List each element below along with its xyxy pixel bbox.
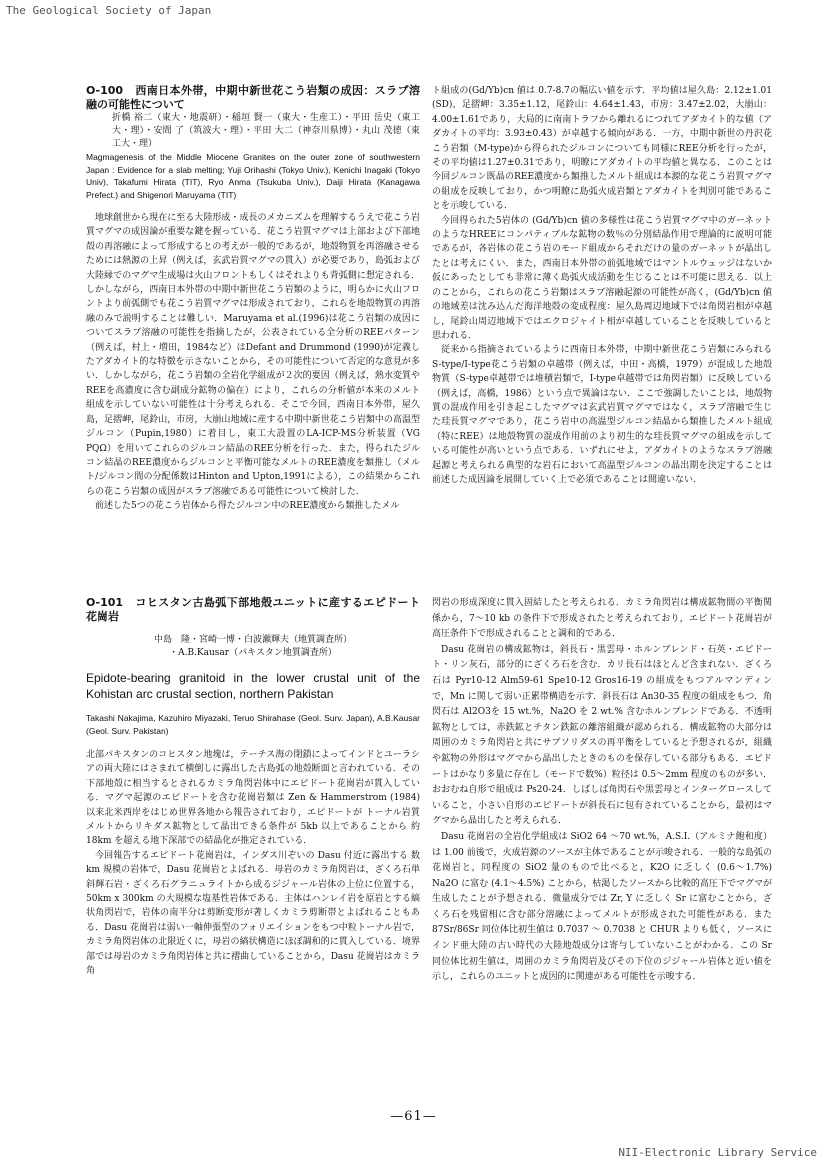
library-service-footer: NII-Electronic Library Service xyxy=(618,1146,817,1159)
abstract-100-authors-jp: 折橋 裕二（東大・地震研）・稲垣 賢一（東大・生産工）・平田 岳史（東工大・理）・安間 了（筑波大・理）・平田 大二（神奈川県博）・丸山 茂徳（東工大・理） xyxy=(112,113,420,149)
abstract-101-right-paragraph: Dasu 花崗岩の構成鉱物は，斜長石・黒雲母・ホルンブレンド・石英・エピドート・リン灰石，部分的にざくろ石を含む．カリ長石はほとんど含まれない．ざくろ石は Pyr10-12 Alm59-61 Spe10-12 Gros16-19 の組成をもつアルマンディンで，Mn に関して弱い正累帯構造を示す．斜長石は An30-35 程度の組成をもつ．角閃石は Al2O3を 15 wt.%，Na2O を 2 wt.% 含むホルンブレンドである．不透明鉱物としては，赤鉄鉱とチタン鉄鉱の離溶組織が認められる．構成鉱物の大部分は周囲のカミラ角閃岩と共にサブソリダスの再平衡をしていると予想されるが，組織や鉱物の外形はマグマから晶出したときのものを保存している部分もある．エピドートはかなり多量に存在し（モードで数%）粒径は 0.5〜2mm 程度のものが多い．おおむね自形で組成は Ps20-24．しばしば角閃石や黒雲母とインターグロースしていること，小さい自形のエピドートが斜長石に包有されていることから，最初はマグマから晶出したと考えられる． xyxy=(432,644,772,827)
abstract-101-right-column xyxy=(432,596,772,986)
abstract-100-heading xyxy=(86,84,420,112)
abstract-100-left-paragraph: 前述した5つの花こう岩体から得たジルコン中のREE濃度から類推したメル xyxy=(95,501,400,512)
abstract-100-left-paragraph: 地球創世から現在に至る大陸形成・成長のメカニズムを理解するうえで花こう岩質マグマの成因論が重要な鍵を握っている．花こう岩質マグマは上部および下部地殻の再溶融によって形成するとの考えが一般的であるが，地殻物質を再溶融させるためには熱源の上昇（例えば，玄武岩質マグマの貫入）が必要であり，島弧および大陸縁でのマグマ生成場は火山フロントもしくはそれよりも背弧側に想定される．しかしながら，西南日本外帯の中期中新世花こう岩類のように，明らかに火山フロントより前弧側でも花こう岩質マグマは形成されており，これらを地殻物質の再溶融のみで説明することは難しい．Maruyama et al.(1996)は花こう岩類の成因についてスラブ溶融の可能性を指摘したが，公表されている全分析のREEパターン（例えば，村上・増田，1984など）はDefant and Drummond (1990)が定義したアダカイト的な特徴を示さないことから，その可能性について否定的な意見が多い．しかしながら，花こう岩類の全岩化学組成が２次的要因（例えば，熱水変質やREEを高濃度に含む副成分鉱物の偏在）により，これらの分析値が本来のメルト組成を示していない可能性は十分考えられる．そこで今回，西南日本外帯，屋久島，足摺岬，尾鈴山，市房，大崩山地域に産する中期中新世花こう岩類中の高温型ジルコン（Pupin,1980）に着目し，東工大設置のLA-ICP-MS分析装置（VG PQΩ）を用いてこれらのジルコン結晶のREE分析を行った．また，得られたジルコン結晶のREE濃度からジルコンと平衡可能なメルトのREE濃度を類推し（メルト/ジルコン間の分配係数はHinton and Upton,1991による），この結果からこれらの花こう岩類の成因がスラブ溶融である可能性について検討した． xyxy=(86,213,420,497)
abstract-100-title-en: Magmagenesis of the Middle Miocene Granites on the outer zone of southwestern Japan : Evidence for a slab melting xyxy=(86,152,420,175)
abstract-100-right-column xyxy=(432,84,772,487)
abstract-101-authors-en: Takashi Nakajima, Kazuhiro Miyazaki, Teruo Shirahase (Geol. Surv. Japan), A.B.Kausar (Geol. Surv. Pakistan) xyxy=(86,713,420,736)
abstract-100-right-paragraph: ト組成の(Gd/Yb)cn 値は 0.7-8.7の幅広い値を示す．平均値は屋久島：2.12±1.01 (SD)，足摺岬：3.35±1.12，尾鈴山：4.64±1.43，市房：3.47±2.02，大崩山：4.00±1.61であり，大局的に南南トラフから離れるにつれてアダカイト的な値（アダカイトの平均：3.93±0.43）が卓越する傾向がある．一方，中期中新世の丹沢花こう岩類（M-type)から得られたジルコンについても同様にREE分析を行ったが，その平均値は1.27±0.31であり，明瞭にアダカイトの平均値と異なる．このことは今回ジルコン既晶のREE濃度から類推したメルト組成は本源的な花こう岩質マグマの組成を反映しており，かつ明瞭に島弧火成岩類とアダカイトを判別可能であることを示唆している． xyxy=(432,86,772,212)
abstract-101-title-en: Epidote-bearing granitoid in the lower crustal unit of the Kohistan arc crustal section, northern Pakistan xyxy=(86,671,420,701)
abstract-100-right-paragraph: 従来から指摘されているように西南日本外帯，中期中新世花こう岩類にみられるS-type/I-type花こう岩類の卓越帯（例えば，中田・高橋，1979）が混成した地殻物質（S-type卓越帯では堆積岩類で，I-type卓越帯では角閃岩類）に反映している（例えば，高橋，1986）という点で異論はない．ここで強調したいことは，地殻物質の混成作用を引き起こしたマグマは玄武岩質マグマではなく，スラブ溶融で生じた珪長質マグマであり，花こう岩中の高温型ジルコン結晶から類推したメルト組成（特にREE）は地殻物質の混成作用前のより初生的な珪長質マグマの組成を示している可能性が高いという点である．いずれにせよ，アダカイトのようなスラブ溶融起源と考えられる典型的な岩石において高温型ジルコンの晶出期を決定することは前述した成因論を展開していく上で必須であることは間違いない． xyxy=(432,345,772,485)
abstract-101-id: O-101 xyxy=(86,596,124,609)
abstract-100-id: O-100 xyxy=(86,84,124,97)
abstract-100-title: 西南日本外帯，中期中新世花こう岩類の成因：スラブ溶融の可能性について xyxy=(86,84,420,111)
abstract-101-left-paragraph: 今回報告するエピドート花崗岩は，インダス川ぞいの Dasu 付近に露出する 数km 規模の岩体で，Dasu 花崗岩とよばれる．母岩のカミラ角閃岩は，ざくろ石単斜輝石岩・ざくろ石グラニュライトから成るジジャール岩体の上位に位置する，50km x 300km の大規模な塩基性岩体である．主体はハンレイ岩を原岩とする縞状角閃岩で，岩体の南半分は剪断変形が著しくカミラ剪断帯とよばれることもある．Dasu 花崗岩は弱い一軸伸張型のフォリエイションをもつ中粒トーナル岩で，カミラ角閃岩体の北限近くに，母岩の縞状構造にほぼ調和的に貫入している．境界部では母岩のカミラ角閃岩体と共に褶曲していることから，Dasu 花崗岩はカミラ角 xyxy=(86,850,420,977)
abstract-101-authors-jp-line2: ・A.B.Kausar（パキスタン地質調査所） xyxy=(169,648,337,658)
abstract-101-left-paragraph: 北部パキスタンのコヒスタン地塊は，テーチス海の閉鎖によってインドとユーラシアの両大陸にはさまれて横倒しに露出した古島弧の地殻断面と言われている．その下部地殻に相当するとされるカミラ角閃岩体中にエピドート花崗岩が貫入している．マグマ起源のエピドートを含む花崗岩類は Zen & Hammerstrom (1984) 以来北米西岸をはじめ世界各地から報告されており，エピドートが トーナル岩質メルトからリキダス鉱物として晶出できる条件が 5kb 以上であることから 約18km を超える地下深部での結晶化が推定されている． xyxy=(86,750,420,847)
society-header: The Geological Society of Japan xyxy=(6,4,212,17)
abstract-100-authors-en: ; Yuji Orihashi (Tokyo Univ.), Kenichi Inagaki (Tokyo Univ), Takafumi Hirata (TIT), Ryo Anma (Tsukuba Univ.), Daiji Hirata (Kanagawa Prefect.) and Shigenori Maruyama (TIT) xyxy=(86,164,420,200)
abstract-101-authors-jp-line1: 中島 隆・宮崎一博・白波瀬輝夫（地質調査所） xyxy=(153,635,352,645)
abstract-101-right-paragraph: 閃岩の形成深度に貫入固結したと考えられる．カミラ角閃岩は構成鉱物間の平衡関係から，7〜10 kb の条件下で形成されたと考えられており，エピドート花崗岩が高圧条件下で形成されることと調和的である． xyxy=(432,598,772,640)
abstract-100-english-citation xyxy=(86,151,420,201)
abstract-100-right-paragraph: 今回得られた5岩体の (Gd/Yb)cn 値の多様性は花こう岩質マグマ中のガーネットのようなHREEにコンパティブルな鉱物の数％の分別結晶作用で理論的に説明可能であるが，各岩体の花こう岩のモード組成からそれだけの量のガーネットが晶出したとは考えにくい．また，西南日本外帯の前弧地域ではマントルウェッジはないか仮にあったとしても非常に薄く島弧火成活動を生じることは不可能に思える．以上のことから，これらの花こう岩類はスラブ溶融起源の可能性が高く，(Gd/Yb)cn 値の地域差は沈み込んだ海洋地殻の変成程度：屋久島周辺地域下では角閃岩相が卓越し，尾鈴山周辺地域下ではエクロジャイト相が卓越していることを反映していると思われる． xyxy=(432,215,772,341)
page-number: —61— xyxy=(390,1109,437,1124)
abstract-100-left-column xyxy=(86,84,420,514)
abstract-101-heading xyxy=(86,596,420,624)
abstract-101-left-column xyxy=(86,596,420,979)
abstract-101-title: コヒスタン古島弧下部地殻ユニットに産するエピドート花崗岩 xyxy=(86,596,420,623)
abstract-101-right-paragraph: Dasu 花崗岩の全岩化学組成は SiO2 64 〜70 wt.%，A.S.I.（アルミナ飽和度）は 1.00 前後で，火成岩源のソースが主体であることが示唆される．一般的な島弧の花崗岩と，同程度の SiO2 量のもので比べると，K2O に乏しく (0.6〜1.7%) Na2O に富む (4.1〜4.5%) ことから，枯渇したソースから比較的高圧下でマグマが生成したことが予想される．微量成分では Zr, Y に乏しく Sr に富むことから，ざくろ石を残留相に含む部分溶融によってメルトが形成された可能性がある．また 87Sr/86Sr 同位体比初生値は 0.7037 〜 0.7038 と CHUR よりも低く，ソースにインド亜大陸の古い時代の大陸地殻成分は寄与していないことがわかる．この Sr 同位体比初生値は，周囲のカミラ角閃岩及びその下位のジジャール岩体と近い値を示し，これらのユニットと成因的に関連がある可能性を示唆する． xyxy=(432,831,772,983)
